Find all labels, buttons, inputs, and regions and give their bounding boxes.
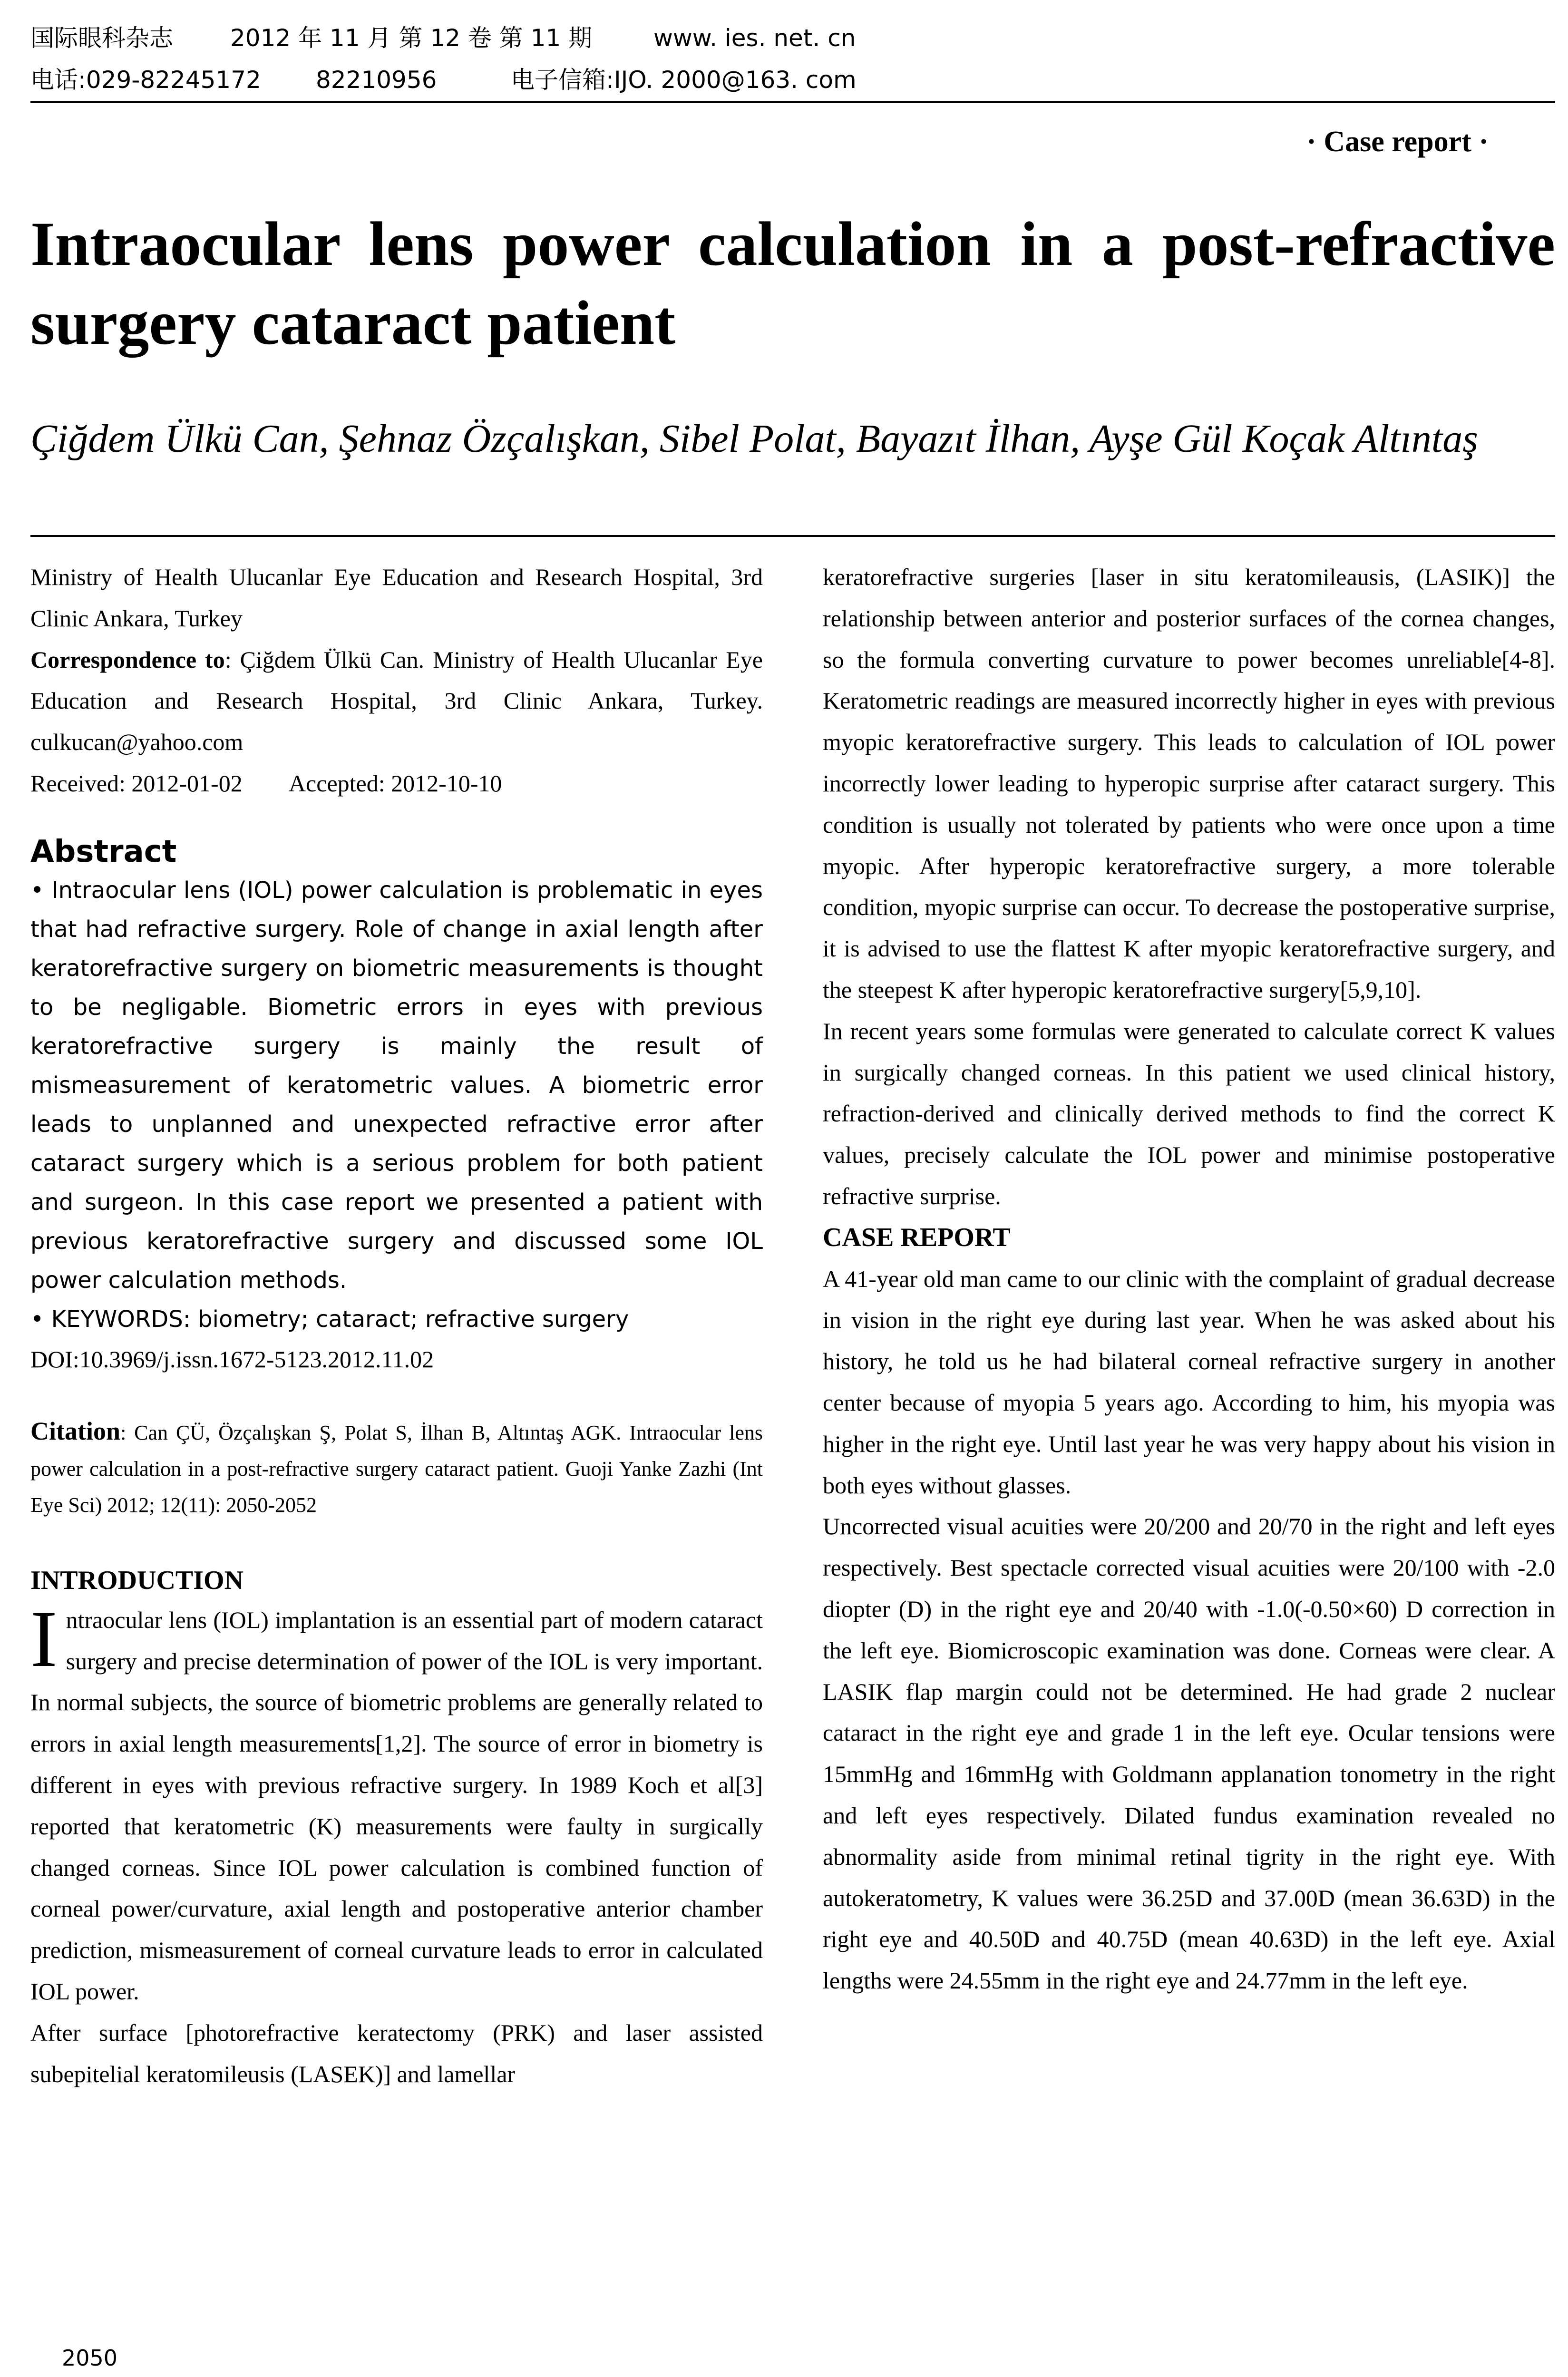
body-paragraph-2: In recent years some formulas were generated to calculate correct K values in surgically changed corneas. In this patient we used clinical history, refraction-derived and clinically derived methods to find the correct K values, precisely calculate the IOL power and minimise postoperative refractive surprise.: [823, 1017, 1555, 1209]
body-paragraph-1: keratorefractive surgeries [laser in situ keratomileausis, (LASIK)] the relationship between anterior and posterior surfaces of the cornea changes, so the formula converting curvature to power becomes unreliable[4-8]. Keratometric readings are measured incorrectly higher in eyes with previous myopic keratorefractive surgery. This leads to calculation of IOL power incorrectly lower leading to hyperopic surprise after cataract surgery. This condition is usually not tolerated by patients who were once upon a time myopic. After hyperopic keratorefractive surgery, a more tolerable condition, myopic surprise can occur. To decrease the postoperative surprise, it is advised to use the flattest K after myopic keratorefractive surgery, and the steepest K after hyperopic keratorefractive surgery[5,9,10].: [823, 564, 1555, 1003]
journal-phone: 电话:029-82245172: [30, 66, 261, 94]
journal-phone-2: 82210956: [316, 66, 437, 94]
affiliation: Ministry of Health Ulucanlar Eye Education and Research Hospital, 3rd Clinic Ankara, Turkey: [30, 564, 763, 632]
introduction-paragraph-1: [30, 1594, 763, 2012]
header-rule: [30, 101, 1555, 103]
right-column: [823, 556, 1555, 2001]
citation-label: Citation: [30, 1416, 120, 1445]
correspondence-label: Correspondence to: [30, 646, 225, 673]
title-rule: [30, 535, 1555, 537]
doi: DOI:10.3969/j.issn.1672-5123.2012.11.02: [30, 1345, 434, 1373]
correspondence: [30, 639, 763, 763]
journal-email: 电子信箱:IJO. 2000@163. com: [511, 66, 857, 94]
introduction-paragraph-2: After surface [photorefractive keratectomy (PRK) and laser assisted subepitelial keratomileusis (LASEK)] and lamellar: [30, 2019, 763, 2087]
article-title: Intraocular lens power calculation in a post-refractive surgery cataract patient: [30, 209, 1555, 358]
received-accepted-dates: Received: 2012-01-02 Accepted: 2012-10-10: [30, 770, 502, 797]
introduction-text-1: ntraocular lens (IOL) implantation is an essential part of modern cataract surgery and precise determination of power of the IOL is very important. In normal subjects, the source of biometric problems are generally related to errors in axial length measurements[1,2]. The source of error in biometry is different in eyes with previous refractive surgery. In 1989 Koch et al[3] reported that keratometric (K) measurements were faulty in surgically changed corneas. Since IOL power calculation is combined function of corneal power/curvature, axial length and postoperative anterior chamber prediction, mismeasurement of corneal curvature leads to error in calculated IOL power.: [30, 1606, 763, 2005]
journal-name: 国际眼科杂志: [30, 24, 173, 52]
journal-website: www. ies. net. cn: [653, 24, 856, 52]
section-label: · Case report ·: [1306, 126, 1489, 158]
keywords: • KEYWORDS: biometry; cataract; refractive surgery: [30, 1305, 629, 1333]
case-paragraph-1: A 41-year old man came to our clinic with the complaint of gradual decrease in vision in the right eye during last year. When he was asked about his history, he told us he had bilateral corneal refractive surgery in another center because of myopia 5 years ago. According to him, his myopia was higher in the right eye. Until last year he was very happy about his vision in both eyes without glasses.: [823, 1265, 1555, 1499]
abstract-heading: Abstract: [30, 834, 177, 869]
case-paragraph-2: Uncorrected visual acuities were 20/200 and 20/70 in the right and left eyes respectively. Best spectacle corrected visual acuities were 20/100 with -2.0 diopter (D) in the right eye and 20/40 with -1.0(-0.50×60) D correction in the left eye. Biomicroscopic examination was done. Corneas were clear. A LASIK flap margin could not be determined. He had grade 2 nuclear cataract in the right eye and grade 1 in the left eye. Ocular tensions were 15mmHg and 16mmHg with Goldmann applanation tonometry in the right and left eyes respectively. Dilated fundus examination revealed no abnormality aside from minimal retinal tigrity in the right eye. With autokeratometry, K values were 36.25D and 37.00D (mean 36.63D) in the right eye and 40.50D and 40.75D (mean 40.63D) in the left eye. Axial lengths were 24.55mm in the right eye and 24.77mm in the left eye.: [823, 1513, 1555, 1994]
issue-info: 2012 年 11 月 第 12 卷 第 11 期: [230, 24, 593, 52]
left-column: [30, 556, 763, 2094]
case-report-heading: CASE REPORT: [823, 1222, 1011, 1252]
abstract-text: • Intraocular lens (IOL) power calculation is problematic in eyes that had refractive surgery. Role of change in axial length after keratorefractive surgery on biometric measurements is thought to be negligable. Biometric errors in eyes with previous keratorefractive surgery is mainly the result of mismeasurement of keratometric values. A biometric error leads to unplanned and unexpected refractive error after cataract surgery which is a serious problem for both patient and surgeon. In this case report we presented a patient with previous keratorefractive surgery and discussed some IOL power calculation methods.: [30, 877, 763, 1294]
citation-text: : Can ÇÜ, Özçalışkan Ş, Polat S, İlhan B, Altıntaş AGK. Intraocular lens power calculation in a post-refractive surgery cataract patient. Guoji Yanke Zazhi (Int Eye Sci) 2012; 12(11): 2050-2052: [30, 1421, 763, 1517]
drop-cap: I: [30, 1594, 58, 1684]
correspondence-text: : Çiğdem Ülkü Can. Ministry of Health Ulucanlar Eye Education and Research Hospital, 3rd Clinic Ankara, Turkey. culkucan@yahoo.com: [30, 646, 763, 756]
citation: [30, 1413, 763, 1523]
article-authors: Çiğdem Ülkü Can, Şehnaz Özçalışkan, Sibel Polat, Bayazıt İlhan, Ayşe Gül Koçak Altıntaş: [30, 417, 1478, 461]
page-number: 2050: [62, 2345, 118, 2371]
introduction-heading: INTRODUCTION: [30, 1565, 244, 1595]
